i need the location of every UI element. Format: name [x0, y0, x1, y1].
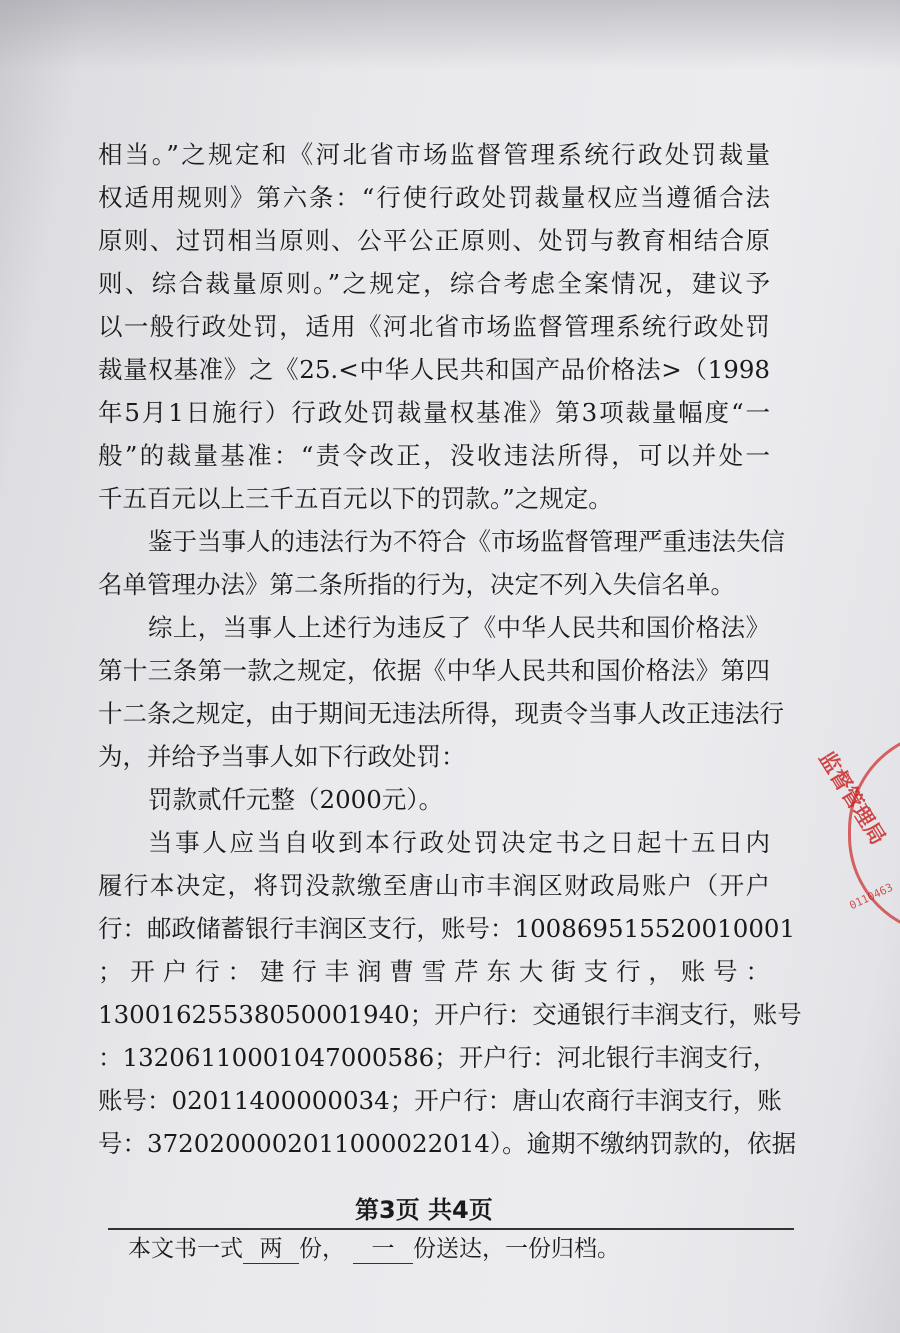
- copies-suffix: 份送达，一份归档。: [413, 1236, 620, 1262]
- text-line: 年5月1日施行）行政处罚裁量权基准》第3项裁量幅度“一: [98, 398, 770, 427]
- text-line: 名单管理办法》第二条所指的行为，决定不列入失信名单。: [98, 570, 735, 599]
- copies-served: 一: [353, 1230, 413, 1264]
- text-line: 履行本决定，将罚没款缴至唐山市丰润区财政局账户（开户: [98, 871, 770, 900]
- text-line: 千五百元以上三千五百元以下的罚款。”之规定。: [98, 484, 613, 513]
- text-line: 原则、过罚相当原则、公平公正原则、处罚与教育相结合原: [98, 226, 770, 255]
- copies-count: 两: [243, 1230, 299, 1264]
- seal-text: 监督管理局: [814, 746, 892, 849]
- copies-statement: [128, 1230, 620, 1264]
- text-line: 则、综合裁量原则。”之规定，综合考虑全案情况，建议予: [98, 269, 770, 298]
- text-line: 第十三条第一款之规定，依据《中华人民共和国价格法》第四: [98, 656, 770, 685]
- text-line: 裁量权基准》之《25.<中华人民共和国产品价格法>（1998: [98, 355, 770, 384]
- text-line: 账号：02011400000034；开户行：唐山农商行丰润支行，账: [98, 1086, 782, 1115]
- text-line: 罚款贰仟元整（2000元）。: [148, 785, 444, 814]
- text-line: 十二条之规定，由于期间无违法所得，现责令当事人改正违法行: [98, 699, 784, 728]
- copies-prefix: 本文书一式: [128, 1236, 243, 1262]
- text-line: 为，并给予当事人如下行政处罚：: [98, 742, 466, 771]
- text-line: 综上，当事人上述行为违反了《中华人民共和国价格法》: [148, 613, 770, 642]
- text-line: 以一般行政处罚，适用《河北省市场监督管理系统行政处罚: [98, 312, 770, 341]
- text-line: 鉴于当事人的违法行为不符合《市场监督管理严重违法失信: [148, 527, 785, 556]
- page-number: 第3页 共4页: [355, 1196, 493, 1224]
- text-line: 相当。”之规定和《河北省市场监督管理系统行政处罚裁量: [98, 140, 770, 169]
- text-line: 般”的裁量基准：“责令改正，没收违法所得，可以并处一: [98, 441, 770, 470]
- text-line: 行：邮政储蓄银行丰润区支行，账号：100869515520010001: [98, 914, 796, 943]
- text-line: 号：37202000020110000220​14）。逾期不缴纳罚款的，依据: [98, 1129, 797, 1158]
- text-line: 权适用规则》第六条：“行使行政处罚裁量权应当遵循合法: [98, 183, 770, 212]
- text-line: ：13206110001047000586；开户行：河北银行丰润支行，: [98, 1043, 778, 1072]
- text-line: 13001625538050001940；开户行：交通银行丰润支行，账号: [98, 1000, 802, 1029]
- seal-code: 0110463: [847, 880, 895, 913]
- copies-mid: 份，: [299, 1236, 345, 1262]
- text-line: ；开户行：建行丰润曹雪芹东大街支行，账号：: [98, 957, 770, 986]
- text-line: 当事人应当自收到本行政处罚决定书之日起十五日内: [148, 828, 770, 857]
